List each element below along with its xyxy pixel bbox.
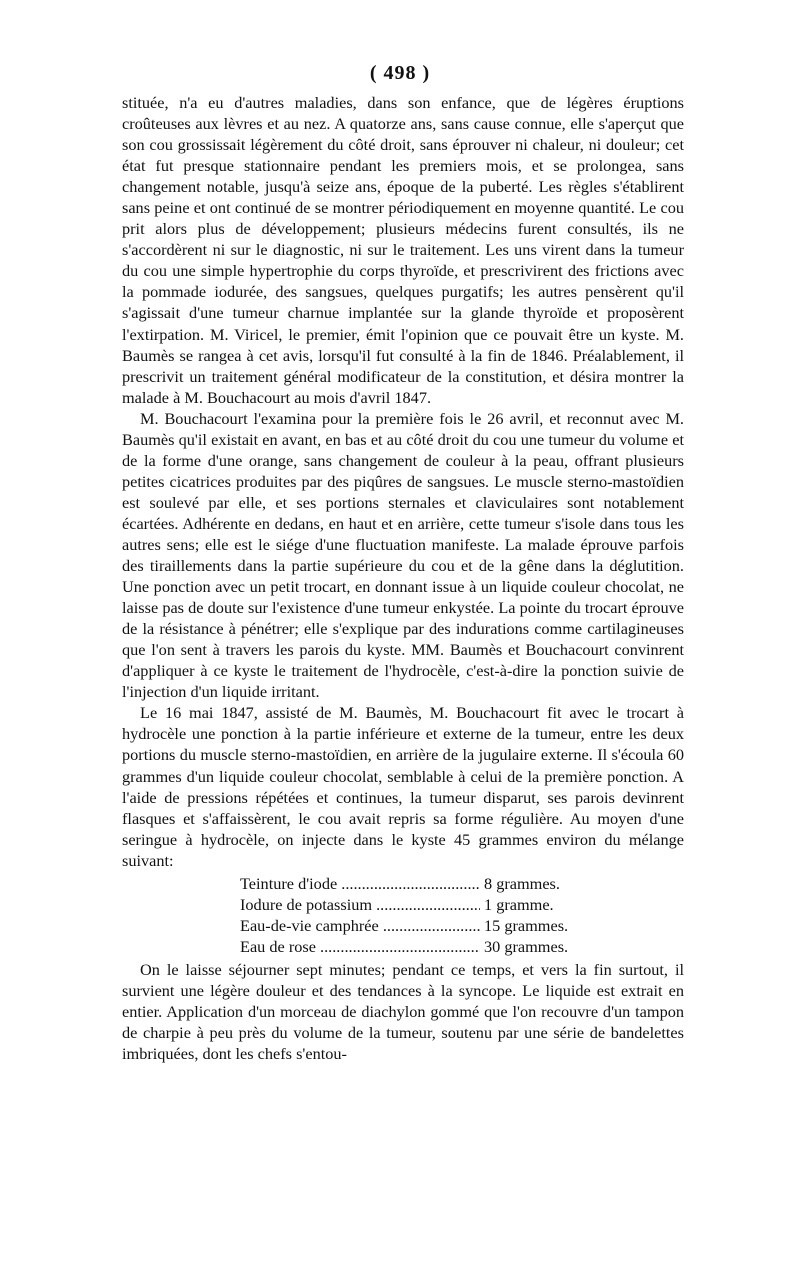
- recipe-row: [240, 894, 600, 915]
- recipe-ingredient: Eau-de-vie camphrée .....: [240, 915, 480, 936]
- page-number: ( 498 ): [369, 62, 431, 84]
- injection-recipe: [240, 873, 600, 957]
- paragraph-4: On le laisse séjourner sept minutes; pendant ce temps, et vers la fin surtout, il survient une légère douleur et des tendances à la syncope. Le liquide est extrait en entier. Application d'un morceau de diachylon gommé que l'on recouvre d'un tampon de charpie à peu près du volume de la tumeur, soutenu par une série de bandelettes imbriquées, dont les chefs s'entou-: [122, 959, 684, 1064]
- paragraph-1: stituée, n'a eu d'autres maladies, dans son enfance, que de légères éruptions croûteuses aux lèvres et au nez. A quatorze ans, sans cause connue, elle s'aperçut que son cou grossissait légèrement du côté droit, sans éprouver ni chaleur, ni douleur; cet état fut presque stationnaire pendant les premiers mois, et se prolongea, sans changement notable, jusqu'à seize ans, époque de la puberté. Les règles s'établirent sans peine et ont continué de se montrer périodiquement en moyenne quantité. Le cou prit alors plus de développement; plusieurs médecins furent consultés, ils ne s'accordèrent ni sur le diagnostic, ni sur le traitement. Les uns virent dans la tumeur du cou une simple hypertrophie du corps thyroïde, et prescrivirent des frictions avec la pommade iodurée, des sangsues, quelques purgatifs; les autres pensèrent qu'il s'agissait d'une tumeur charnue implantée sur la glande thyroïde et proposèrent l'extirpation. M. Viricel, le premier, émit l'opinion que ce pouvait être un kyste. M. Baumès se rangea à cet avis, lorsqu'il fut consulté à la fin de 1846. Préalablement, il prescrivit un traitement général modificateur de la constitution, et désira montrer la malade à M. Bouchacourt au mois d'avril 1847.: [122, 93, 684, 407]
- recipe-quantity: 30 grammes.: [484, 936, 569, 956]
- recipe-ingredient: Teinture d'iode .....: [240, 873, 480, 894]
- recipe-ingredient: Iodure de potassium .....: [240, 894, 480, 915]
- body-text: [122, 92, 684, 1064]
- paragraph-2: M. Bouchacourt l'examina pour la première fois le 26 avril, et reconnut avec M. Baumès qu'il existait en avant, en bas et au côté droit du cou une tumeur du volume et de la forme d'une orange, sans changement de couleur à la peau, offrant plusieurs petites cicatrices produites par des piqûres de sangsues. Le muscle sterno-mastoïdien est soulevé par elle, et ses portions sternales et claviculaires sont notablement écartées. Adhérente en dedans, en haut et en arrière, cette tumeur s'isole dans tous les autres sens; elle est le siége d'une fluctuation manifeste. La malade éprouve parfois des tiraillements dans la partie supérieure du cou et de la gêne dans la déglutition. Une ponction avec un petit trocart, en donnant issue à un liquide couleur chocolat, ne laisse pas de doute sur l'existence d'une tumeur enkystée. La pointe du trocart éprouve de la résistance à pénétrer; elle s'explique par des indurations comme cartilagineuses que l'on sent à travers les parois du kyste. MM. Baumès et Bouchacourt convinrent d'appliquer à ce kyste le traitement de l'hydrocèle, c'est-à-dire la ponction suivie de l'injection d'un liquide irritant.: [122, 408, 684, 702]
- recipe-quantity: 15 grammes.: [484, 915, 569, 935]
- paragraph-3: Le 16 mai 1847, assisté de M. Baumès, M. Bouchacourt fit avec le trocart à hydrocèle une ponction à la partie inférieure et externe de la tumeur, entre les deux portions du muscle sterno-mastoïdien, en arrière de la jugulaire externe. Il s'écoula 60 grammes d'un liquide couleur chocolat, semblable à celui de la première ponction. A l'aide de pressions répétées et continues, la tumeur disparut, ses parois devinrent flasques et s'affaissèrent, le cou avait repris sa forme régulière. Au moyen d'une seringue à hydrocèle, on injecte dans le kyste 45 grammes environ du mélange suivant:: [122, 703, 684, 870]
- recipe-row: [240, 873, 600, 894]
- recipe-quantity: 8 grammes.: [484, 873, 560, 893]
- recipe-quantity: 1 gramme.: [484, 894, 554, 914]
- recipe-ingredient: Eau de rose .....: [240, 936, 480, 957]
- recipe-row: [240, 915, 600, 936]
- recipe-row: [240, 936, 600, 957]
